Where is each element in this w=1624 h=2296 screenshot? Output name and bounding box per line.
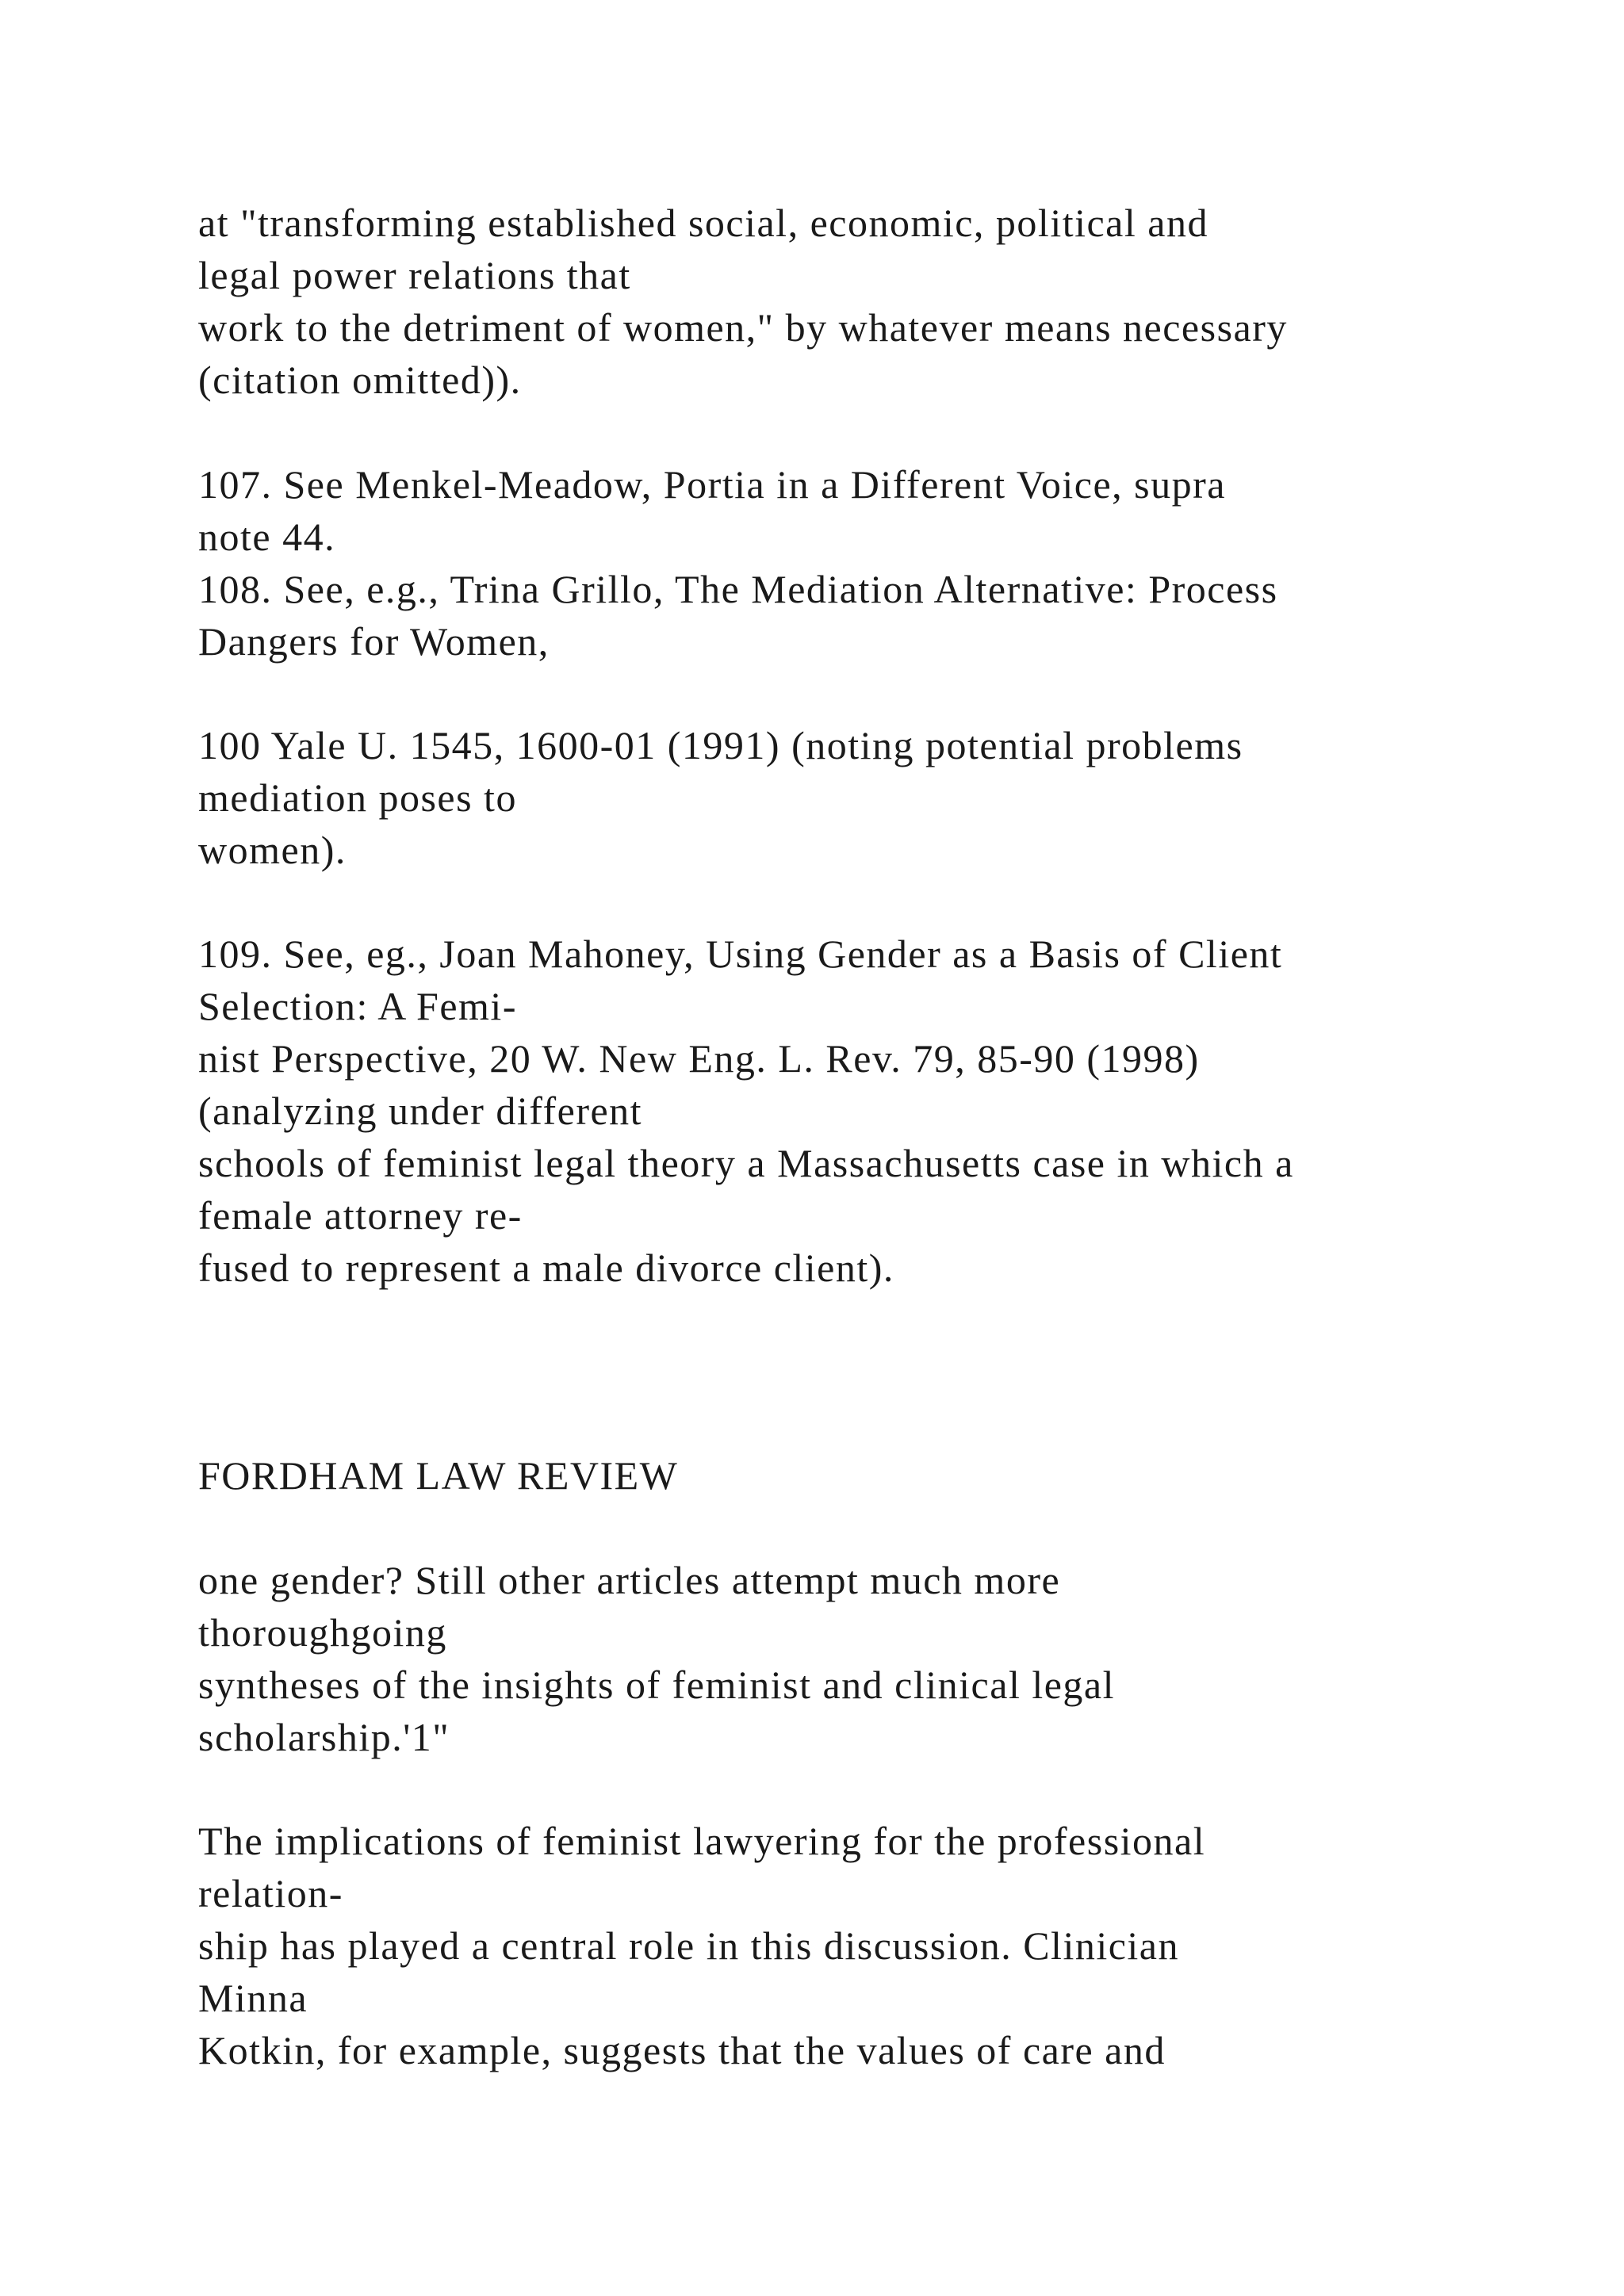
text-line: one gender? Still other articles attempt much more xyxy=(198,1558,1061,1602)
text-line: at "transforming established social, economic, political and xyxy=(198,201,1208,245)
footnote-109 xyxy=(198,928,1546,1294)
footnote-106-continuation xyxy=(198,197,1546,406)
text-line: ship has played a central role in this discussion. Clinician xyxy=(198,1923,1179,1968)
text-line: (citation omitted)). xyxy=(198,358,522,402)
text-line: 107. See Menkel-Meadow, Portia in a Different Voice, supra xyxy=(198,462,1226,507)
text-line: syntheses of the insights of feminist and clinical legal xyxy=(198,1663,1115,1707)
text-line: (analyzing under different xyxy=(198,1089,643,1133)
journal-title: FORDHAM LAW REVIEW xyxy=(198,1453,679,1498)
running-header xyxy=(198,1449,1546,1502)
text-line: thoroughgoing xyxy=(198,1610,447,1655)
text-line: relation- xyxy=(198,1871,343,1915)
text-line: schools of feminist legal theory a Massachusetts case in which a xyxy=(198,1141,1294,1185)
footnote-108-continuation xyxy=(198,719,1546,876)
text-line: nist Perspective, 20 W. New Eng. L. Rev. 79, 85-90 (1998) xyxy=(198,1036,1200,1081)
text-line: Dangers for Women, xyxy=(198,619,550,664)
body-paragraph-2 xyxy=(198,1815,1546,2076)
text-line: mediation poses to xyxy=(198,775,517,820)
body-paragraph-1 xyxy=(198,1554,1546,1763)
text-line: legal power relations that xyxy=(198,253,631,297)
text-line: Kotkin, for example, suggests that the values of care and xyxy=(198,2028,1166,2072)
text-line: scholarship.'1" xyxy=(198,1715,450,1759)
footnotes-107-108 xyxy=(198,458,1546,668)
text-line: The implications of feminist lawyering for the professional xyxy=(198,1819,1206,1863)
text-line: 108. See, e.g., Trina Grillo, The Mediation Alternative: Process xyxy=(198,567,1278,611)
text-line: 109. See, eg., Joan Mahoney, Using Gender as a Basis of Client xyxy=(198,932,1283,976)
text-line: work to the detriment of women," by whatever means necessary xyxy=(198,305,1288,350)
text-line: female attorney re- xyxy=(198,1193,523,1238)
text-line: fused to represent a male divorce client). xyxy=(198,1246,894,1290)
text-line: Selection: A Femi- xyxy=(198,984,517,1028)
text-line: 100 Yale U. 1545, 1600-01 (1991) (noting potential problems xyxy=(198,723,1243,767)
text-line: note 44. xyxy=(198,515,336,559)
text-line: women). xyxy=(198,828,347,872)
text-line: Minna xyxy=(198,1976,308,2020)
